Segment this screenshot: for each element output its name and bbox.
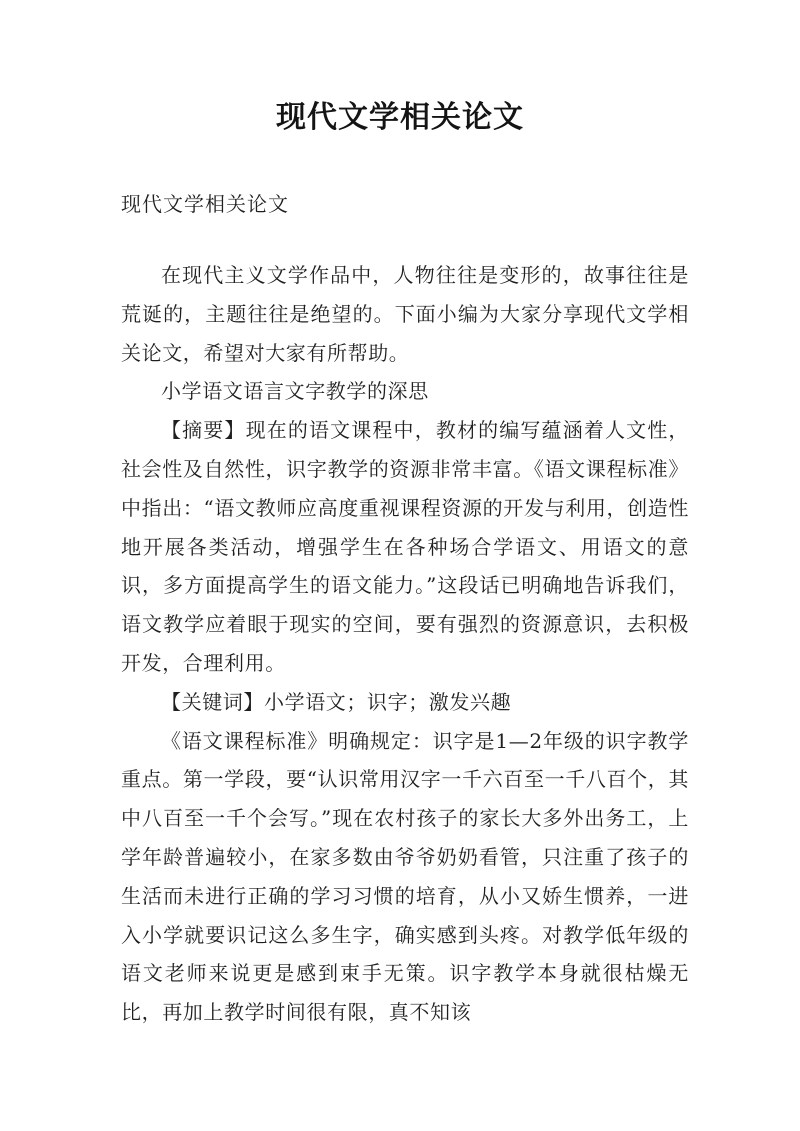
document-body xyxy=(121,256,689,1032)
keywords-paragraph: 【关键词】小学语文；识字；激发兴趣 xyxy=(161,689,512,714)
section-heading: 小学语文语言文字教学的深思 xyxy=(161,379,429,404)
abstract-paragraph: 【摘要】现在的语文课程中，教材的编写蕴涵着人文性，社会性及自然性，识字教学的资源非常丰富。《语文课程标准》中指出：“语文教师应高度重视课程资源的开发与利用，创造性地开展各类活动，增强学生在各种场合学语文、用语文的意识，多方面提高学生的语文能力。”这段话已明确地告诉我们，语文教学应着眼于现实的空间，要有强烈的资源意识，去积极开发，合理利用。 xyxy=(121,418,689,675)
page-title: 现代文学相关论文 xyxy=(276,100,524,135)
intro-paragraph: 在现代主义文学作品中，人物往往是变形的，故事往往是荒诞的，主题往往是绝望的。下面小编为大家分享现代文学相关论文，希望对大家有所帮助。 xyxy=(121,263,689,365)
content-paragraph: 《语文课程标准》明确规定：识字是1—2年级的识字教学重点。第一学段，要“认识常用汉字一千六百至一千八百个，其中八百至一千个会写。”现在农村孩子的家长大多外出务工，上学年龄普遍较小，在家多数由爷爷奶奶看管，只注重了孩子的生活而未进行正确的学习习惯的培育，从小又娇生惯养，一进入小学就要识记这么多生字，确实感到头疼。对教学低年级的语文老师来说更是感到束手无策。识字教学本身就很枯燥无比，再加上教学时间很有限，真不知该 xyxy=(121,728,689,1025)
document-subtitle: 现代文学相关论文 xyxy=(121,192,289,216)
